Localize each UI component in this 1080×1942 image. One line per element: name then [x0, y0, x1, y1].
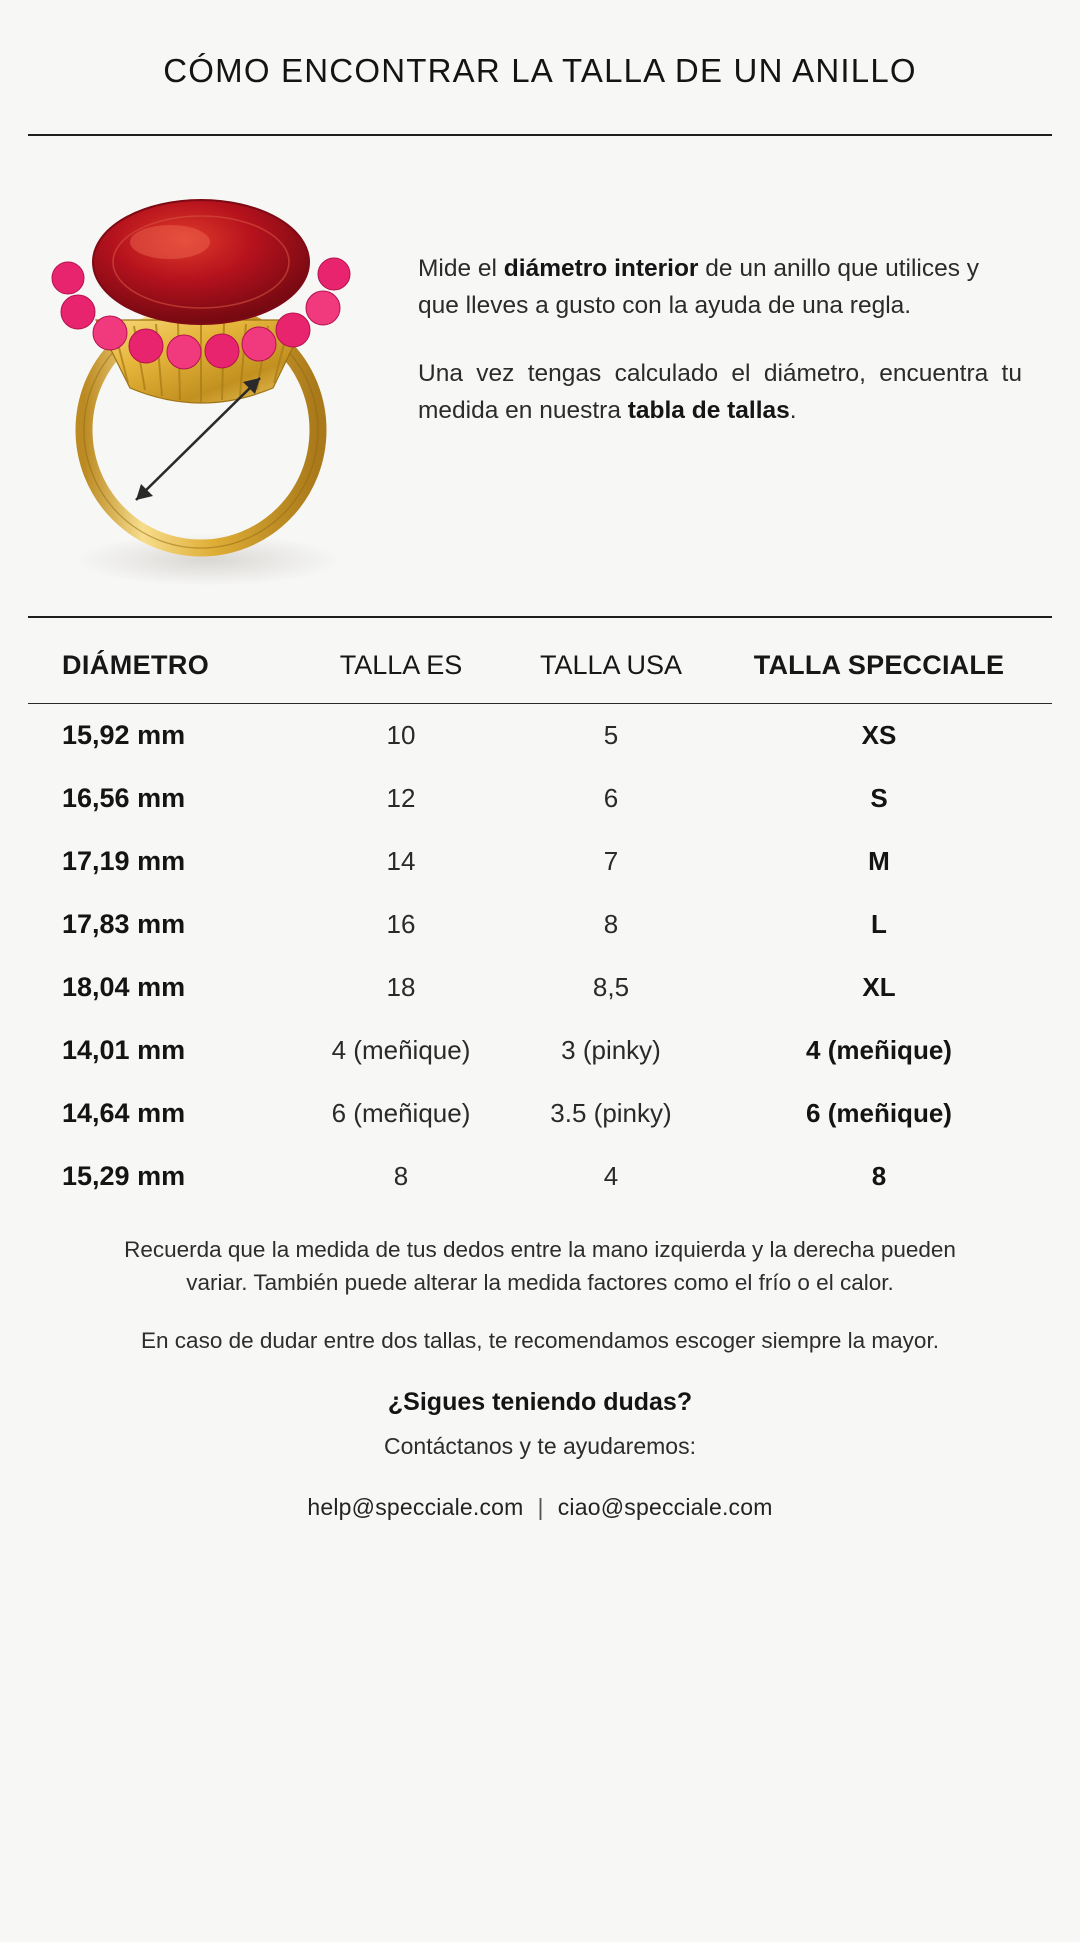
footer-notes [28, 1208, 1052, 1520]
cell-talla-usa: 4 [603, 1161, 619, 1192]
table-top-divider [28, 616, 1052, 618]
table-row [28, 830, 1052, 893]
email-help-link[interactable]: help@specciale.com [307, 1493, 524, 1520]
cell-talla-specciale: 8 [871, 1161, 887, 1192]
intro-p1-post: de un anillo que utilices y que lleves a gusto con la ayuda de una regla. [418, 255, 980, 320]
cell-talla-usa: 8 [603, 909, 619, 940]
email-ciao-link[interactable]: ciao@specciale.com [557, 1493, 773, 1520]
size-guide-page [0, 22, 1080, 1942]
cell-talla-es: 18 [386, 972, 416, 1003]
table-row [28, 956, 1052, 1019]
table-row [28, 704, 1052, 767]
cell-diameter: 15,29 mm [62, 1161, 186, 1192]
page-title: CÓMO ENCONTRAR LA TALLA DE UN ANILLO [163, 52, 917, 90]
cell-talla-specciale: 6 (meñique) [806, 1098, 952, 1129]
cell-diameter: 14,64 mm [62, 1098, 186, 1129]
contact-line: Contáctanos y te ayudaremos: [384, 1433, 696, 1460]
cell-talla-es: 4 (meñique) [331, 1035, 471, 1066]
intro-paragraph-1 [418, 250, 1022, 324]
cell-diameter: 17,83 mm [62, 909, 186, 940]
cell-talla-usa: 3 (pinky) [561, 1035, 661, 1066]
email-row [98, 1494, 982, 1521]
table-header-row [28, 624, 1052, 703]
intro-text [408, 170, 1052, 459]
table-row [28, 1082, 1052, 1145]
cell-diameter: 17,19 mm [62, 846, 186, 877]
cell-diameter: 14,01 mm [62, 1035, 186, 1066]
cell-diameter: 15,92 mm [62, 720, 186, 751]
cell-talla-specciale: XS [861, 720, 897, 751]
table-row [28, 767, 1052, 830]
size-table [28, 624, 1052, 1208]
cell-diameter: 16,56 mm [62, 783, 186, 814]
note-between-sizes: En caso de dudar entre dos tallas, te recomendamos escoger siempre la mayor. [141, 1328, 939, 1354]
column-header-talla-specciale: TALLA SPECCIALE [753, 650, 1005, 681]
intro-paragraph-2 [418, 355, 1022, 429]
cell-talla-usa: 6 [603, 783, 619, 814]
cell-talla-usa: 7 [603, 846, 619, 877]
table-row [28, 1145, 1052, 1208]
cell-talla-usa: 3.5 (pinky) [550, 1098, 672, 1129]
column-header-talla-es: TALLA ES [339, 650, 463, 681]
ring-illustration [28, 170, 408, 590]
cell-talla-es: 12 [386, 783, 416, 814]
cell-talla-es: 16 [386, 909, 416, 940]
cell-talla-usa: 8,5 [592, 972, 630, 1003]
intro-section [28, 136, 1052, 616]
table-row [28, 1019, 1052, 1082]
cell-talla-specciale: XL [862, 972, 896, 1003]
intro-p2-pre: Una vez tengas calculado el diámetro, encuentra tu medida en nuestra [418, 359, 1022, 424]
table-row [28, 893, 1052, 956]
cell-talla-specciale: M [868, 846, 890, 877]
cell-diameter: 18,04 mm [62, 972, 186, 1003]
intro-p2-bold: tabla de tallas [627, 396, 790, 424]
intro-p1-bold: diámetro interior [503, 255, 699, 283]
column-header-diameter: DIÁMETRO [62, 650, 210, 681]
doubts-question: ¿Sigues teniendo dudas? [387, 1388, 693, 1417]
column-header-talla-usa: TALLA USA [539, 650, 683, 681]
cell-talla-es: 14 [386, 846, 416, 877]
cell-talla-usa: 5 [603, 720, 619, 751]
note-variation: Recuerda que la medida de tus dedos entre la mano izquierda y la derecha pueden variar. También puede alterar la medida factores como el frío o el calor. [124, 1237, 956, 1295]
cell-talla-es: 8 [393, 1161, 409, 1192]
cell-talla-es: 10 [386, 720, 416, 751]
ring-image [38, 170, 368, 590]
email-separator: | [537, 1493, 544, 1520]
cell-talla-specciale: 4 (meñique) [806, 1035, 952, 1066]
cell-talla-specciale: L [871, 909, 887, 940]
cell-talla-es: 6 (meñique) [331, 1098, 471, 1129]
intro-p1-pre: Mide el [418, 255, 504, 283]
intro-p2-post: . [789, 396, 797, 424]
cell-talla-specciale: S [870, 783, 888, 814]
